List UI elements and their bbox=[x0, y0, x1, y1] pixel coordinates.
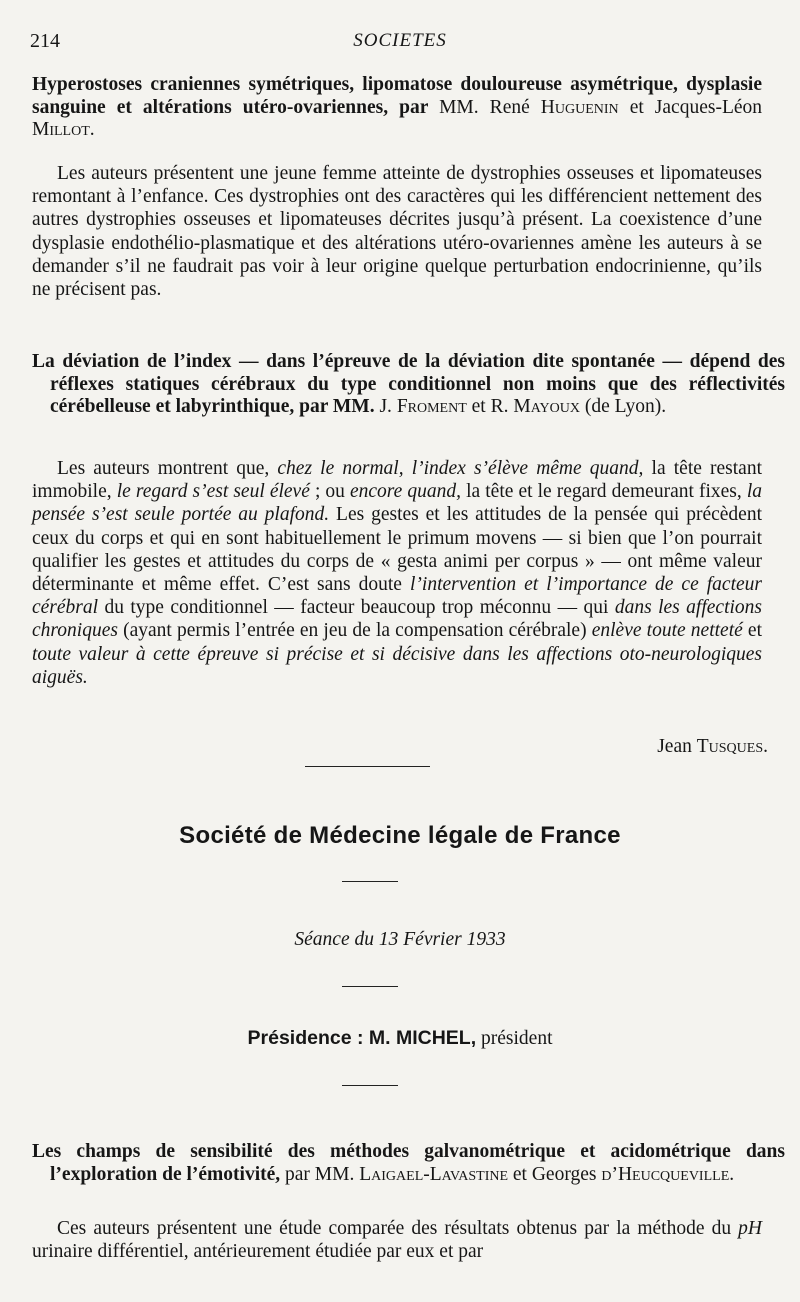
article3-title bbox=[32, 1141, 785, 1186]
article2-author2: Mayoux bbox=[513, 396, 580, 417]
article3-author2: d’Heucqueville. bbox=[601, 1163, 735, 1185]
presidence-label: Présidence : bbox=[247, 1027, 369, 1049]
article1-body: Les auteurs présentent une jeune femme atteinte de dystrophies osseuses et lipomateuses remontant à l’enfance. Ces dystrophies ont des caractères qui les différencient nettement des autres dystrophies osseuses et lipomateuses décrites jusqu’à présent. La coexistence d’une dysplasie endothélio-plasmatique et des altérations utéro-ovariennes amène les auteurs à se demander s’il ne faudrait pas voir à leur origine quelque perturbation endocrinienne, qu’ils ne précisent pas. bbox=[32, 163, 762, 301]
article1-author1: Huguenin bbox=[540, 96, 619, 118]
article2-author-a: J. bbox=[379, 396, 397, 417]
text-run: (ayant permis l’entrée en jeu de la compensation cérébrale) bbox=[117, 620, 592, 642]
short-divider bbox=[342, 881, 398, 882]
section-divider bbox=[305, 766, 430, 767]
presidence-line bbox=[0, 1027, 800, 1050]
article3-author-mid: et Georges bbox=[508, 1163, 602, 1185]
text-run: et bbox=[742, 620, 763, 642]
text-run: la tête et le regard demeurant fixes, bbox=[461, 481, 747, 503]
text-run: Les auteurs montrent que, bbox=[57, 458, 278, 479]
article1-author-mid: et Jacques-Léon bbox=[618, 96, 763, 118]
article3-author1: Laigael-Lavastine bbox=[359, 1163, 509, 1185]
short-divider bbox=[342, 1085, 398, 1086]
text-run: Les gestes et les attitudes de la pensée qui précèdent ceux du corps et qui en sont habituellement le primum movens — si bien que l’on pourrait qualifier les gestes et attitudes du corps de « gesta animi per corpus » — ont même valeur déterminante et même effet. C’est sans doute bbox=[32, 504, 762, 596]
article1-author2: Millot bbox=[32, 119, 90, 140]
article2-author-b: et R. bbox=[466, 396, 514, 417]
article1-author-prefix: MM. René bbox=[439, 96, 541, 118]
italic-run: dans les affections chroniques bbox=[32, 597, 762, 642]
italic-run: encore quand, bbox=[350, 481, 462, 503]
text-run: ; ou bbox=[309, 481, 350, 503]
article2-author-c: (de Lyon). bbox=[579, 396, 667, 417]
text-run: Ces auteurs présentent une étude comparée des résultats obtenus par la méthode du bbox=[57, 1218, 739, 1239]
article3-title-text: Les champs de sensibilité des méthodes galvanométrique et acidométrique dans l’exploration de l’émotivité, bbox=[32, 1141, 785, 1185]
signature-last-name: Tusques. bbox=[696, 736, 768, 757]
presidence-role: président bbox=[476, 1028, 553, 1049]
text-run: la tête restant immobile, bbox=[32, 458, 762, 503]
text-run: urinaire différentiel, antérieurement étudiée par eux et par bbox=[32, 1241, 484, 1263]
page-number: 214 bbox=[30, 30, 60, 52]
italic-run: la pensée s’est seule portée au plafond. bbox=[32, 481, 762, 526]
italic-run: toute valeur à cette épreuve si précise et si décisive dans les affections oto-neurologiques aiguës. bbox=[32, 643, 762, 688]
italic-run: pH bbox=[738, 1218, 762, 1239]
article2-signature bbox=[657, 736, 768, 758]
article3-par: par MM. bbox=[280, 1163, 360, 1185]
article2-author1: Froment bbox=[396, 396, 467, 417]
article1-title bbox=[32, 74, 762, 142]
article2-authors bbox=[379, 396, 666, 417]
society-heading: Société de Médecine légale de France bbox=[179, 822, 621, 849]
article1-title-text: Hyperostoses craniennes symétriques, lipomatose douloureuse asymétrique, dysplasie sanguine et altérations utéro-ovariennes, par bbox=[32, 74, 762, 118]
italic-run: le regard s’est seul élevé bbox=[116, 481, 310, 503]
article2-body bbox=[32, 457, 762, 689]
short-divider bbox=[342, 986, 398, 987]
presidence-name: M. MICHEL, bbox=[368, 1027, 477, 1049]
italic-run: chez le normal, l’index s’élève même quand, bbox=[277, 458, 644, 479]
signature-first-name: Jean bbox=[657, 736, 697, 757]
italic-run: enlève toute netteté bbox=[591, 620, 743, 642]
text-run: du type conditionnel — facteur beaucoup trop méconnu — qui bbox=[98, 597, 615, 619]
article2-title bbox=[32, 351, 785, 419]
article3-body bbox=[32, 1217, 762, 1263]
seance-date: Séance du 13 Février 1933 bbox=[294, 929, 506, 950]
article3-authors bbox=[280, 1164, 734, 1185]
italic-run: l’intervention et l’importance de ce facteur cérébral bbox=[32, 574, 762, 619]
article1-author-end: . bbox=[89, 119, 95, 140]
running-head: SOCIETES bbox=[353, 30, 447, 51]
article2-title-text: La déviation de l’index — dans l’épreuve de la déviation dite spontanée — dépend des réflexes statiques cérébraux du type conditionnel non moins que des réflectivités cérébelleuse et labyrinthique, par MM. bbox=[32, 351, 785, 417]
